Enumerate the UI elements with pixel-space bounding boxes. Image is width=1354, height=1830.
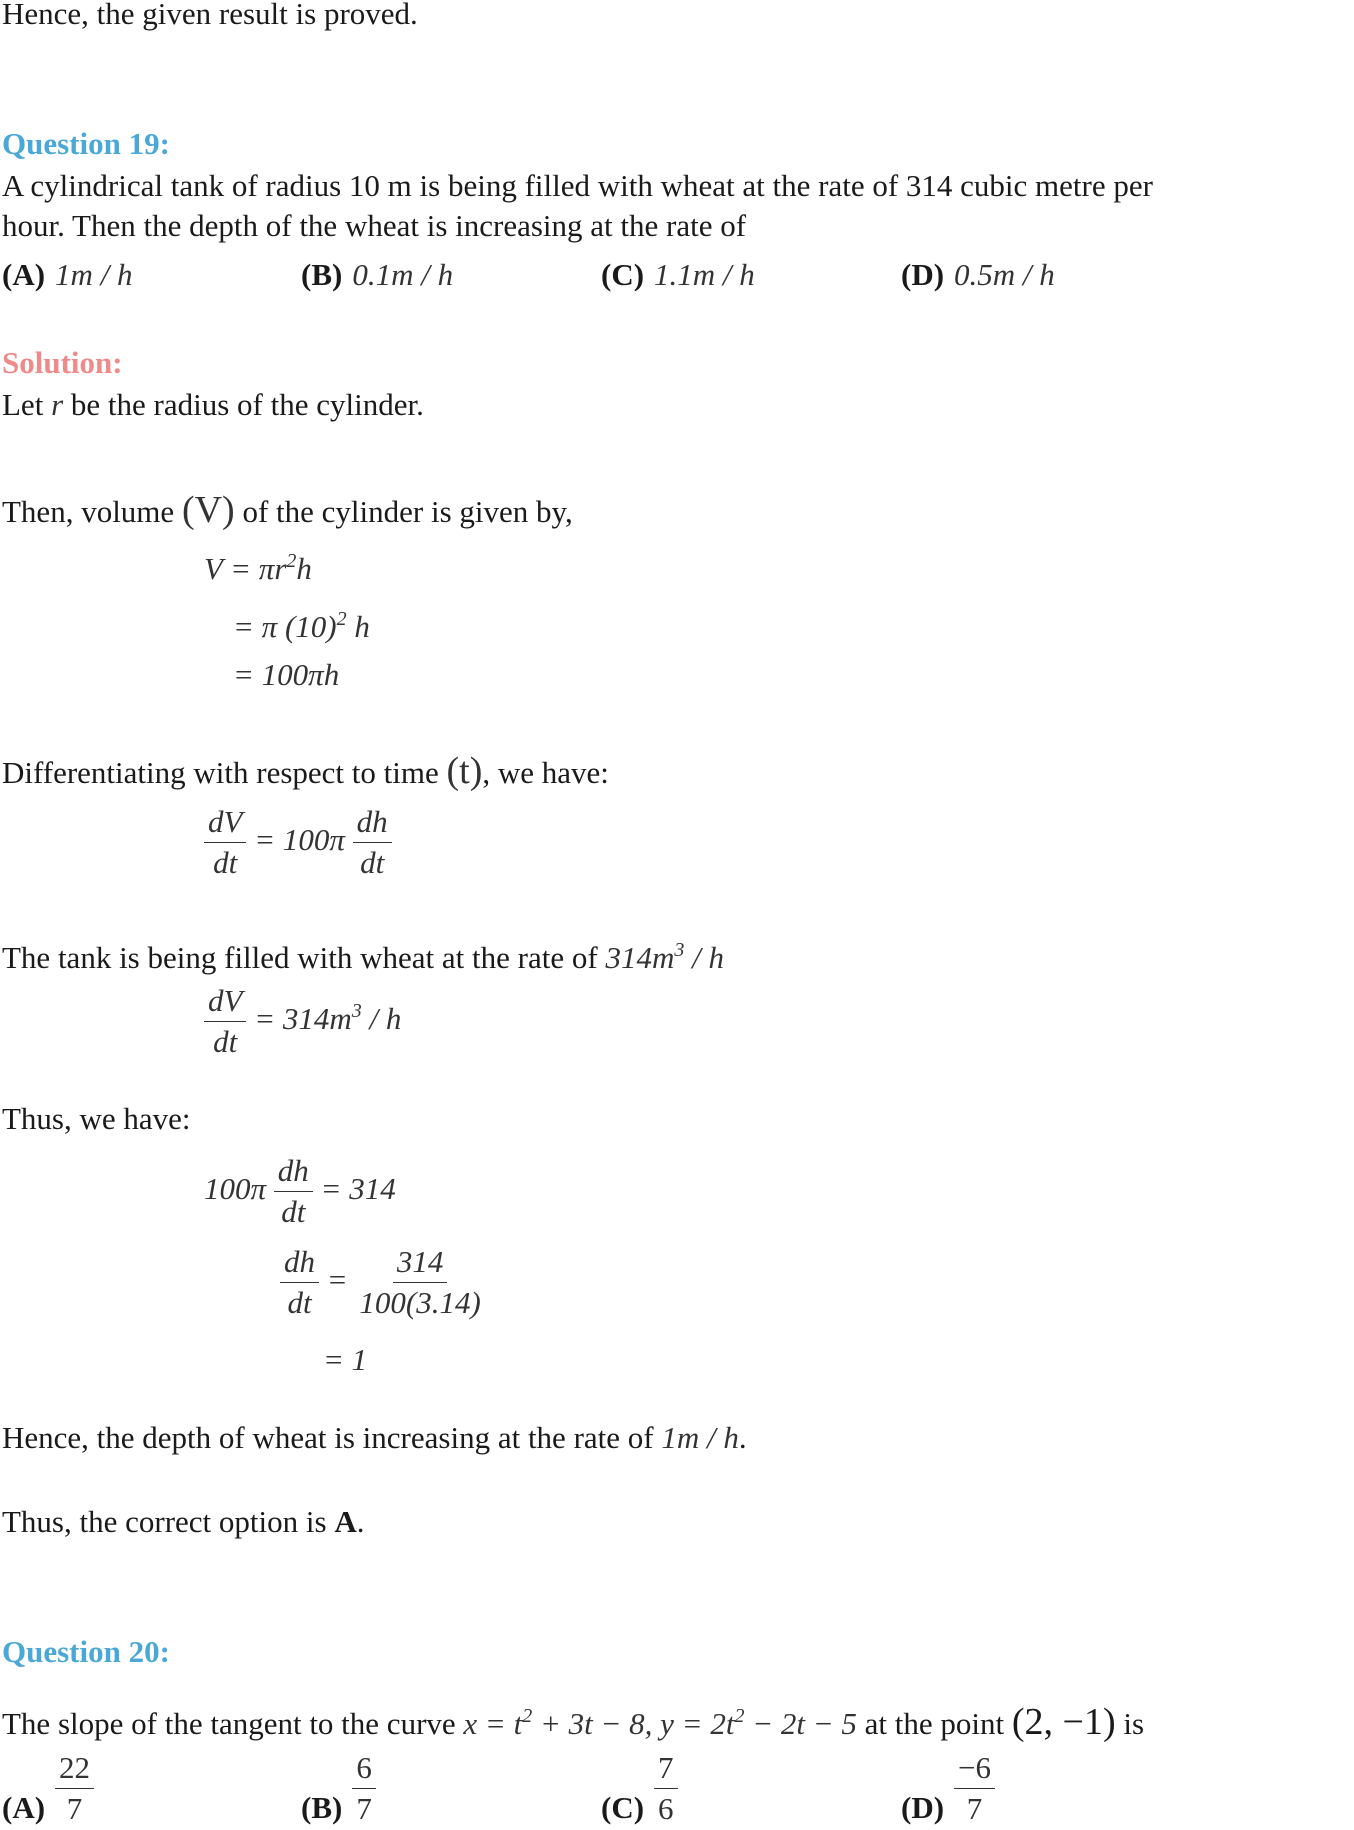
numerator: dV [204,802,246,843]
option-value: 0.1m / h [352,257,454,292]
eq: = 100π [254,822,345,857]
q19-option-d [901,257,1055,293]
text: Then, volume [2,494,175,529]
previous-conclusion: Hence, the given result is proved. [2,0,418,31]
option-label: (C) [601,1789,645,1825]
eq: − 2t − 5 [744,1706,857,1741]
numerator: 22 [55,1748,94,1789]
denominator: 7 [66,1791,83,1826]
equation-derivative [204,800,392,883]
fraction [274,1151,313,1232]
numerator: dh [280,1242,319,1283]
equation-divide [280,1240,485,1323]
text: The tank is being filled with wheat at the rate of [2,940,598,975]
denominator: dt [360,845,385,881]
eq: h [296,551,312,586]
variable: (t) [446,750,483,792]
exponent: 2 [286,550,297,572]
fraction [654,1748,678,1829]
point: (2, −1) [1011,1701,1116,1743]
question-19-text-line2: hour. Then the depth of the wheat is increasing at the rate of [2,208,747,243]
text: at the point [864,1706,1005,1741]
option-value: 1.1m / h [654,257,755,292]
text: Let [2,387,44,422]
q20-option-c [601,1748,678,1829]
option-label: (D) [901,1789,945,1825]
eq: h [346,609,370,644]
q19-option-b [301,257,453,293]
text: , we have: [482,755,609,790]
option-label: (A) [2,257,46,292]
denominator: dt [213,1024,238,1060]
eq: 100π [204,1171,267,1206]
q19-option-a [2,257,133,293]
exponent: 2 [734,1705,745,1727]
q20-option-a [2,1748,94,1829]
conclusion [2,1420,747,1456]
eq: = π (10) [233,609,337,644]
exponent: 2 [336,608,347,630]
numerator: −6 [954,1748,995,1789]
fraction [280,1242,319,1323]
question-19-heading: Question 19: [2,126,170,161]
text: Thus, the correct option is [2,1504,327,1539]
fraction [55,1748,94,1829]
equation-result: = 1 [323,1342,368,1377]
answer-statement [2,1504,364,1540]
numerator: dV [204,981,246,1022]
option-label: (B) [301,257,343,292]
denominator: 7 [966,1791,983,1826]
fraction [204,981,246,1062]
numerator: dh [353,802,392,843]
numerator: dh [274,1151,313,1192]
text: be the radius of the cylinder. [70,387,424,422]
option-label: (B) [301,1789,343,1825]
y-equation [660,1706,857,1741]
exponent: 2 [522,1705,533,1727]
exponent: 3 [674,939,685,961]
solution-heading: Solution: [2,345,123,380]
eq: = 314m [254,1001,352,1036]
question-19-text-line1: A cylindrical tank of radius 10 m is being filled with wheat at the rate of 314 cubic metre per [2,168,1153,203]
q20-option-d [901,1748,995,1829]
q20-option-b [301,1748,376,1829]
option-label: (A) [2,1789,46,1825]
numerator: 6 [352,1748,376,1789]
denominator: 100(3.14) [359,1285,481,1321]
option-label: (C) [601,257,645,292]
fraction [954,1748,995,1829]
variable: (V) [181,489,235,531]
fraction [355,1242,484,1323]
fraction [352,1748,376,1829]
fraction [353,802,392,883]
eq: = [326,1262,348,1297]
unit: / h [684,940,724,975]
equation-rate [204,971,401,1062]
denominator: 7 [356,1791,372,1826]
x-equation [463,1706,652,1741]
unit: / h [361,1001,402,1036]
let-statement [2,387,424,423]
eq: = 314 [320,1171,396,1206]
exponent: 3 [351,1000,362,1022]
equation-substitute [233,601,370,645]
tank-rate-statement [2,932,724,976]
equation-volume [204,543,312,587]
rate: 314m [605,940,675,975]
eq: y = 2t [660,1706,735,1741]
denominator: dt [287,1285,312,1321]
volume-statement [2,489,573,531]
eq: x = t [463,1706,523,1741]
thus-statement: Thus, we have: [2,1101,191,1136]
text: Differentiating with respect to time [2,755,439,790]
answer: A [334,1504,357,1539]
text: of the cylinder is given by, [242,494,573,529]
text: The slope of the tangent to the curve [2,1706,456,1741]
fraction [204,802,246,883]
equation-solve [204,1149,396,1232]
question-20-heading: Question 20: [2,1634,170,1669]
text: . [738,1420,747,1455]
text: Hence, the depth of wheat is increasing at the rate of [2,1420,654,1455]
question-20-text [2,1698,1144,1742]
eq: V = πr [204,551,287,586]
equation-simplified: = 100πh [233,657,340,692]
text: . [356,1504,365,1539]
variable: r [51,387,64,422]
option-value: 0.5m / h [954,257,1055,292]
differentiate-statement [2,750,609,792]
q19-option-c [601,257,755,293]
eq: + 3t − 8, [532,1706,653,1741]
denominator: dt [281,1194,306,1230]
option-label: (D) [901,257,945,292]
numerator: 314 [393,1242,448,1283]
denominator: dt [213,845,238,881]
option-value: 1m / h [55,257,133,292]
denominator: 6 [658,1791,674,1826]
numerator: 7 [654,1748,678,1789]
value: 1m / h [661,1420,739,1455]
text: is [1123,1706,1145,1741]
